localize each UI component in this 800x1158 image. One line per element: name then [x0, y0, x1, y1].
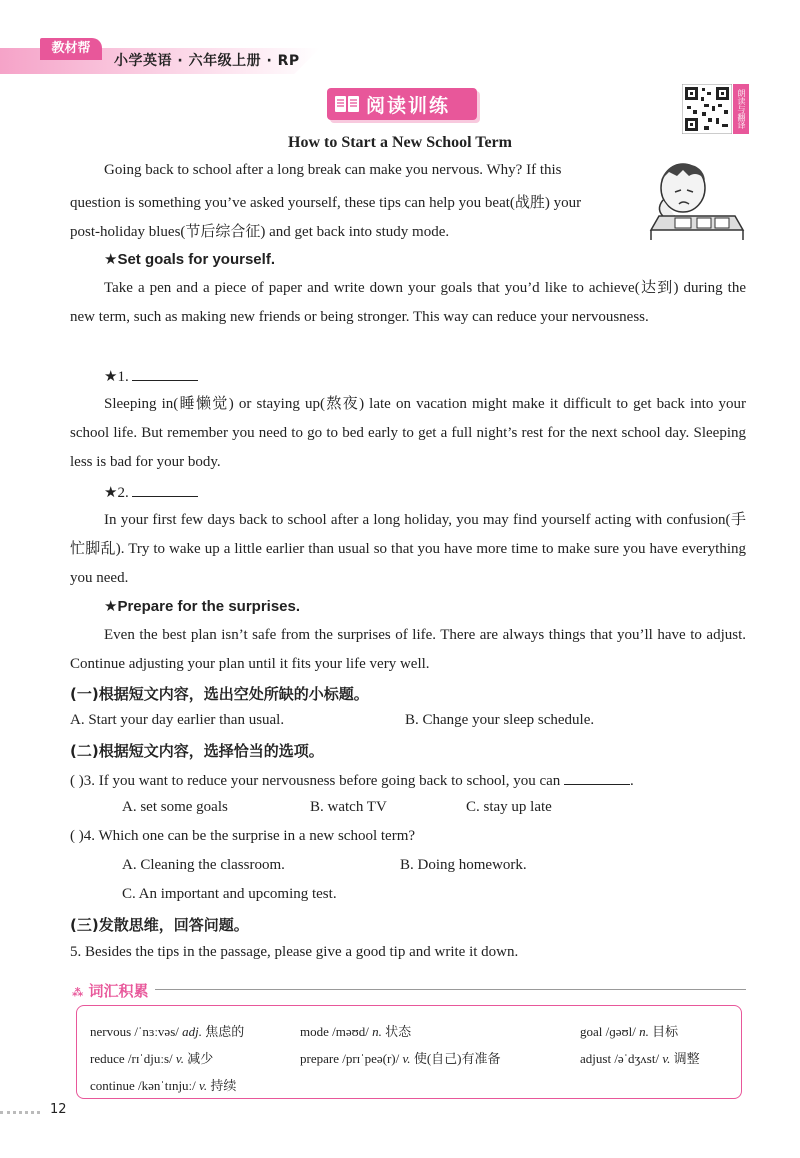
part-2-heading: (二)根据短文内容，选择恰当的选项。	[70, 742, 324, 760]
question-4	[70, 828, 415, 845]
vocab-divider	[110, 989, 746, 990]
tip-heading-blank-1	[104, 366, 198, 386]
vocab-title-text: 词汇积累	[88, 982, 149, 1000]
vocab-item: continue /kənˈtɪnjuː/ v. 持续	[90, 1078, 237, 1093]
tip-text-set-goals: Take a pen and a piece of paper and write down your goals that you’d like to achieve(达到) during the new term, such as making new friends or being stronger. This way can reduce your nervousness.	[70, 280, 746, 325]
qr-label: 朗读与翻译	[733, 84, 749, 134]
question-3-option-a[interactable]: A. set some goals	[122, 799, 228, 815]
part-1-option-a: A. Start your day earlier than usual.	[70, 712, 285, 728]
intro-line-2: question is something you’ve asked yourself, these tips can help you beat(战胜) your	[70, 195, 582, 211]
page-number: 12	[50, 1102, 67, 1117]
open-book-icon	[334, 94, 360, 114]
part-1-heading: (一)根据短文内容，选出空处所缺的小标题。	[70, 685, 369, 703]
question-3	[70, 770, 634, 790]
question-3-option-c[interactable]: C. stay up late	[466, 799, 552, 815]
intro-line-3: post-holiday blues(节后综合征) and get back into study mode.	[70, 224, 450, 240]
question-4-text: 4. Which one can be the surprise in a new school term?	[83, 828, 416, 844]
blank-1-label: ★1.	[104, 369, 129, 385]
answer-blank-2[interactable]	[132, 482, 198, 497]
question-3-end: .	[630, 773, 634, 789]
answer-paren-3[interactable]: ( )	[70, 773, 84, 789]
vocab-item: nervous /ˈnɜːvəs/ adj. 焦虑的	[90, 1024, 245, 1039]
brand-tab: 教材帮	[40, 38, 102, 60]
stressed-student-illustration	[645, 160, 749, 242]
passage-title: How to Start a New School Term	[288, 134, 512, 151]
tip-text-sleep: Sleeping in(睡懒觉) or staying up(熬夜) late on vacation might make it difficult to get back into your school life. But remember you need to go to bed early to get a full night’s rest for the next school day. Sleeping less is bad for your body.	[70, 396, 746, 470]
book-title: 小学英语 · 六年级上册 · RP	[114, 53, 300, 69]
question-3-option-b[interactable]: B. watch TV	[310, 799, 387, 815]
answer-blank-1[interactable]	[132, 366, 198, 381]
question-4-option-a[interactable]: A. Cleaning the classroom.	[122, 857, 285, 873]
part-3-heading: (三)发散思维，回答问题。	[70, 916, 249, 934]
question-4-option-c[interactable]: C. An important and upcoming test.	[122, 886, 337, 902]
vocab-item: mode /məʊd/ n. 状态	[300, 1024, 412, 1039]
section-title: 阅读训练	[366, 95, 451, 117]
qr-code-icon[interactable]	[682, 84, 732, 134]
tip-heading-set-goals: ★Set goals for yourself.	[104, 251, 275, 268]
vocab-item: prepare /prɪˈpeə(r)/ v. 使(自己)有准备	[300, 1051, 501, 1066]
vocab-item: goal /ɡəʊl/ n. 目标	[580, 1024, 679, 1039]
question-5: 5. Besides the tips in the passage, please give a good tip and write it down.	[70, 944, 519, 960]
tip-text-surprises: Even the best plan isn’t safe from the surprises of life. There are always things that you’ll have to adjust. Continue adjusting your plan until it fits your life very well.	[70, 627, 746, 672]
tip-heading-surprises: ★Prepare for the surprises.	[104, 598, 301, 615]
tip-text-wake-up: In your first few days back to school after a long holiday, you may find yourself acting with confusion(手忙脚乱). Try to wake up a little earlier than usual so that you have more time to make sure you have everything you need.	[70, 512, 746, 586]
vocab-dots-icon: ⁂	[72, 986, 84, 999]
part-1-option-b: B. Change your sleep schedule.	[405, 712, 595, 728]
intro-line-1: Going back to school after a long break can make you nervous. Why? If this	[104, 162, 562, 178]
question-3-text: 3. If you want to reduce your nervousness before going back to school, you can	[83, 773, 561, 789]
vocab-item: adjust /əˈdʒʌst/ v. 调整	[580, 1051, 700, 1066]
answer-paren-4[interactable]: ( )	[70, 828, 84, 844]
vocab-title	[72, 980, 155, 1001]
vocab-item: reduce /rɪˈdjuːs/ v. 减少	[90, 1051, 214, 1066]
tip-heading-blank-2	[104, 482, 198, 502]
question-3-blank[interactable]	[564, 770, 630, 785]
question-4-option-b[interactable]: B. Doing homework.	[400, 857, 527, 873]
blank-2-label: ★2.	[104, 485, 129, 501]
page-rule	[0, 1111, 40, 1114]
